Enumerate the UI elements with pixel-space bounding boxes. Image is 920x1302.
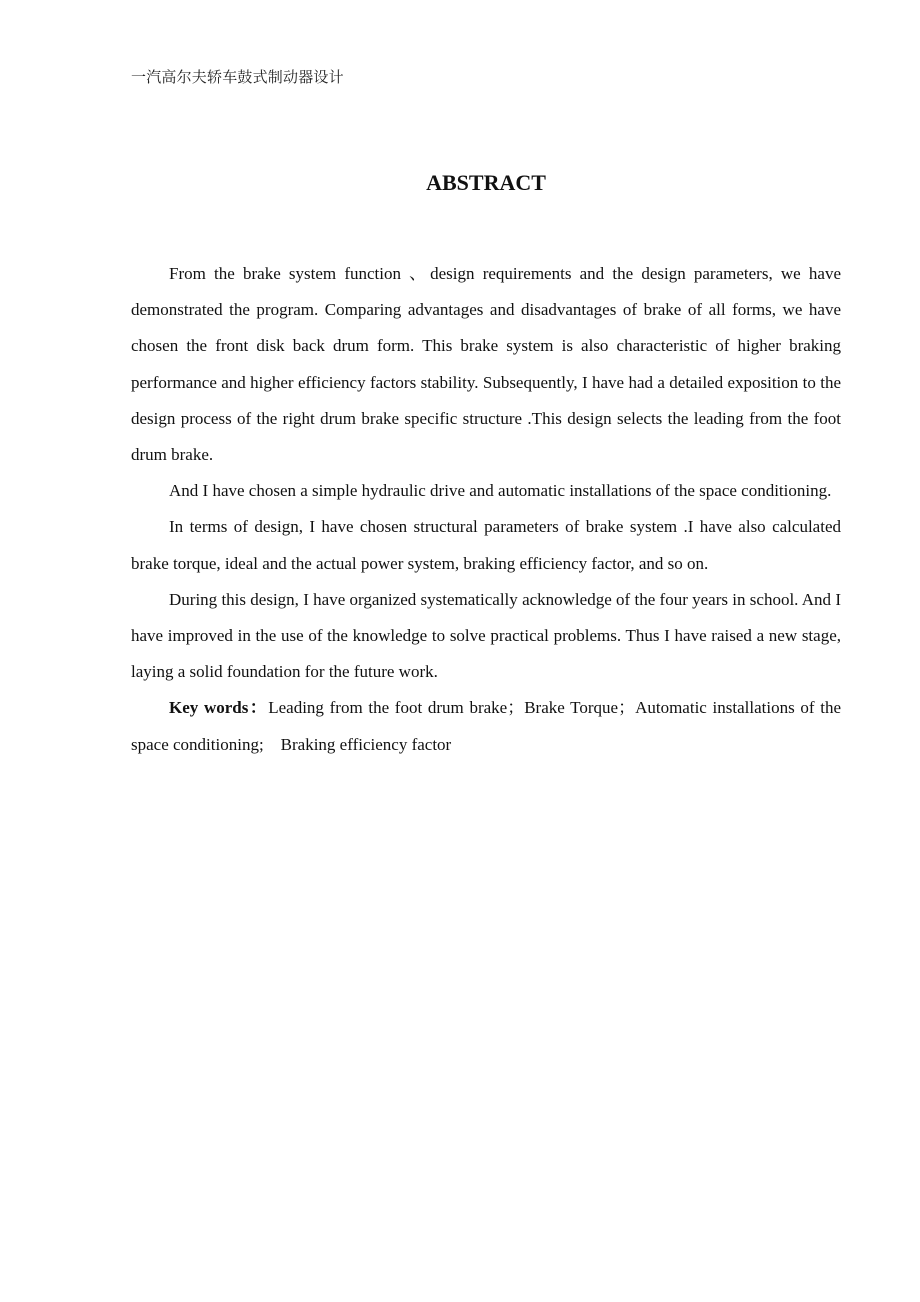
page-title: ABSTRACT — [426, 170, 546, 195]
abstract-paragraph-2: And I have chosen a simple hydraulic drive and automatic installations of the space conditioning. — [169, 481, 832, 501]
keywords-paragraph — [131, 690, 841, 762]
abstract-paragraph-1: From the brake system function 、design requirements and the design parameters, we have demonstrated the program. Comparing advantages and disadvantages of brake of all forms, we have chosen the front disk back drum form. This brake system is also characteristic of higher braking performance and higher efficiency factors stability. Subsequently, I have had a detailed exposition to the design process of the right drum brake specific structure .This design selects the leading from the foot drum brake. — [131, 264, 841, 465]
abstract-paragraph-4: During this design, I have organized systematically acknowledge of the four years in school. And I have improved in the use of the knowledge to solve practical problems. Thus I have raised a new stage, laying a solid foundation for the future work. — [131, 589, 841, 682]
keywords-text: Leading from the foot drum brake；Brake Torque；Automatic installations of the space conditioning; Braking efficiency factor — [131, 698, 841, 754]
running-header: 一汽高尔夫轿车鼓式制动器设计 — [131, 68, 344, 86]
abstract-paragraph-3: In terms of design, I have chosen structural parameters of brake system .I have also calculated brake torque, ideal and the actual power system, braking efficiency factor, and so on. — [131, 517, 841, 573]
abstract-body — [131, 256, 841, 763]
keywords-label: Key words： — [169, 698, 269, 718]
